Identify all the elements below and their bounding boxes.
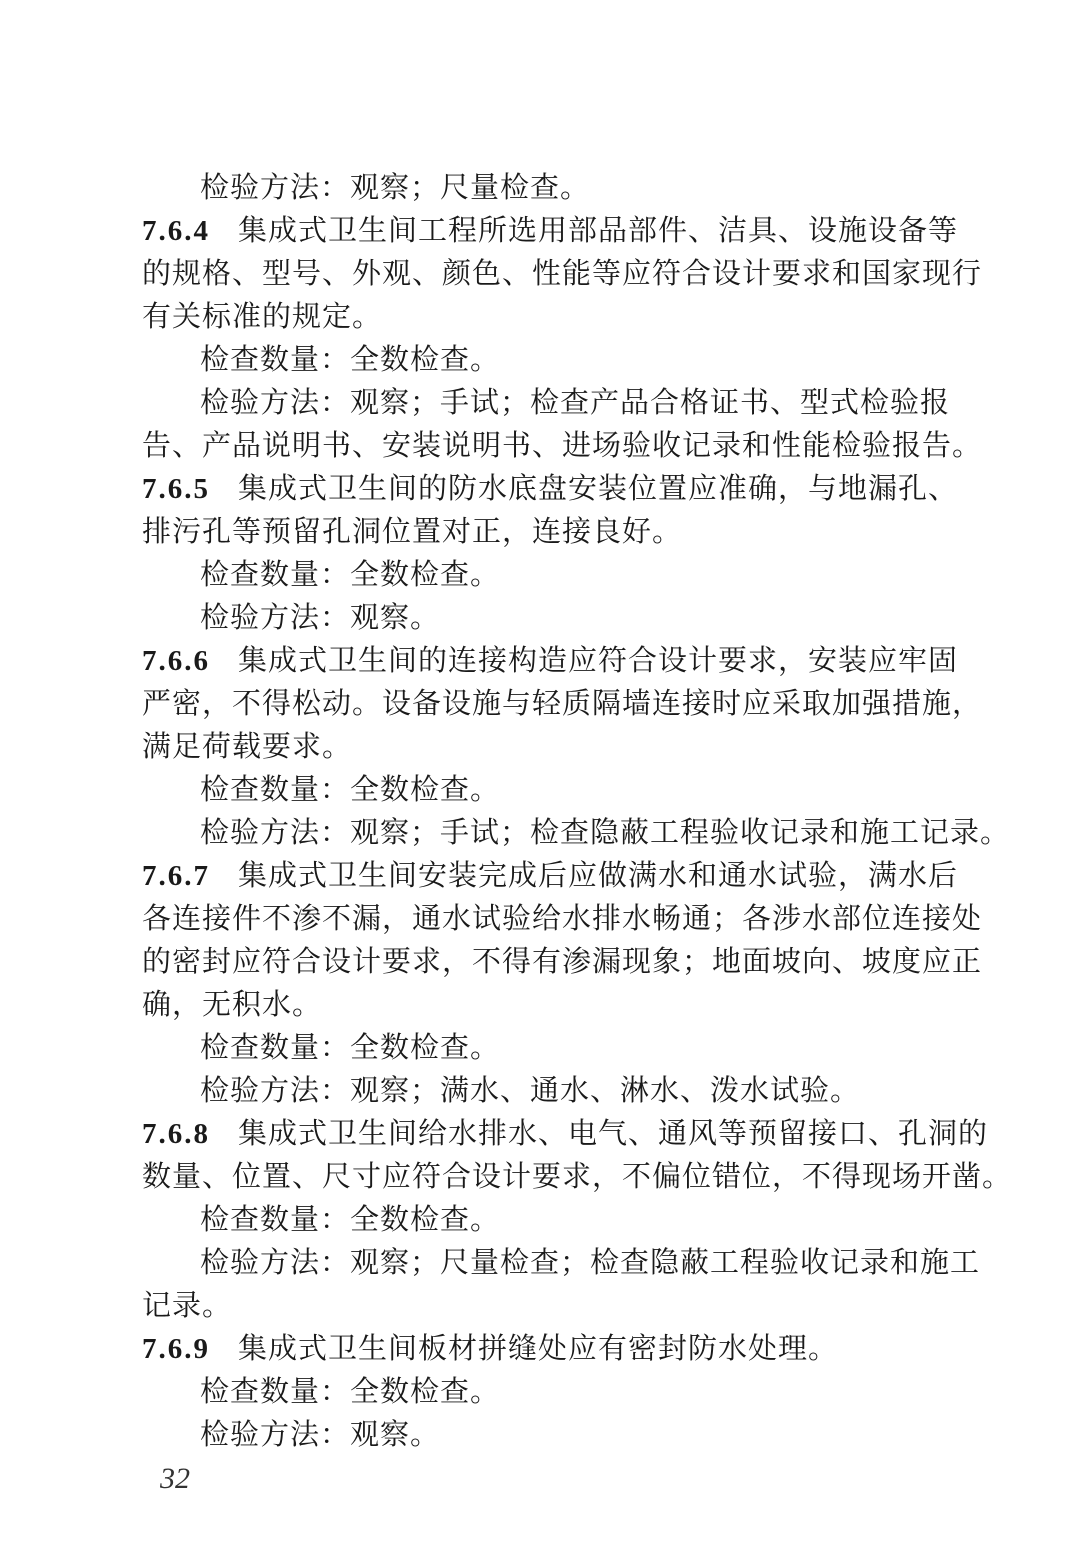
line-text: 集成式卫生间工程所选用部品部件、洁具、设施设备等 [238, 213, 959, 247]
line-text: 集成式卫生间给水排水、电气、通风等预留接口、孔洞的 [238, 1116, 989, 1150]
document-body [142, 166, 1013, 1456]
indented-line [142, 338, 942, 381]
clause-number: 7.6.4 [142, 215, 210, 247]
continuation-line [142, 295, 942, 338]
continuation-line [142, 897, 983, 940]
line-text: 集成式卫生间板材拼缝处应有密封防水处理。 [238, 1331, 839, 1365]
indented-line [142, 1413, 942, 1456]
line-text: 各连接件不渗不漏，通水试验给水排水畅通；各涉水部位连接处 [142, 901, 983, 935]
continuation-line [142, 424, 983, 467]
line-text: 数量、位置、尺寸应符合设计要求，不偏位错位，不得现场开凿。 [142, 1159, 1013, 1193]
clause-line [142, 1327, 942, 1370]
continuation-line [142, 725, 942, 768]
indented-line [142, 1241, 981, 1284]
page-number: 32 [160, 1462, 190, 1495]
line-text: 检验方法：观察。 [200, 1417, 441, 1451]
line-text: 满足荷载要求。 [142, 729, 353, 763]
line-text: 检验方法：观察；满水、通水、淋水、泼水试验。 [200, 1073, 861, 1107]
line-text: 告、产品说明书、安装说明书、进场验收记录和性能检验报告。 [142, 428, 983, 462]
line-text: 检查数量：全数检查。 [200, 557, 501, 591]
line-text: 检查数量：全数检查。 [200, 772, 501, 806]
line-text: 检查数量：全数检查。 [200, 1030, 501, 1064]
line-text: 的密封应符合设计要求，不得有渗漏现象；地面坡向、坡度应正 [142, 944, 983, 978]
clause-number: 7.6.7 [142, 860, 210, 892]
continuation-line [142, 1155, 1013, 1198]
indented-line [142, 381, 951, 424]
clause-line [142, 1112, 989, 1155]
continuation-line [142, 510, 942, 553]
indented-line [142, 1198, 942, 1241]
line-text: 检验方法：观察；手试；检查隐蔽工程验收记录和施工记录。 [200, 815, 1011, 849]
line-text: 排污孔等预留孔洞位置对正，连接良好。 [142, 514, 683, 548]
line-text: 集成式卫生间安装完成后应做满水和通水试验，满水后 [238, 858, 959, 892]
line-text: 的规格、型号、外观、颜色、性能等应符合设计要求和国家现行 [142, 256, 983, 290]
continuation-line [142, 1284, 942, 1327]
line-text: 检查数量：全数检查。 [200, 1374, 501, 1408]
clause-number: 7.6.8 [142, 1118, 210, 1150]
indented-line [142, 553, 942, 596]
line-text: 检查数量：全数检查。 [200, 1202, 501, 1236]
clause-number: 7.6.9 [142, 1333, 210, 1365]
indented-line [142, 166, 942, 209]
continuation-line [142, 252, 983, 295]
indented-line [142, 1370, 942, 1413]
clause-line [142, 209, 959, 252]
line-text: 有关标准的规定。 [142, 299, 383, 333]
line-text: 检验方法：观察。 [200, 600, 441, 634]
clause-number: 7.6.6 [142, 645, 210, 677]
line-text: 检验方法：观察；尺量检查。 [200, 170, 591, 204]
indented-line [142, 811, 1011, 854]
clause-line [142, 467, 959, 510]
indented-line [142, 1026, 942, 1069]
indented-line [142, 596, 942, 639]
line-text: 集成式卫生间的连接构造应符合设计要求，安装应牢固 [238, 643, 959, 677]
continuation-line [142, 940, 983, 983]
clause-number: 7.6.5 [142, 473, 210, 505]
indented-line [142, 768, 942, 811]
clause-line [142, 854, 959, 897]
indented-line [142, 1069, 942, 1112]
line-text: 记录。 [142, 1288, 233, 1322]
line-text: 检验方法：观察；手试；检查产品合格证书、型式检验报 [200, 385, 951, 419]
clause-line [142, 639, 959, 682]
line-text: 检验方法：观察；尺量检查；检查隐蔽工程验收记录和施工 [200, 1245, 981, 1279]
line-text: 集成式卫生间的防水底盘安装位置应准确，与地漏孔、 [238, 471, 959, 505]
continuation-line [142, 983, 942, 1026]
line-text: 检查数量：全数检查。 [200, 342, 501, 376]
line-text: 严密，不得松动。设备设施与轻质隔墙连接时应采取加强措施， [142, 686, 983, 720]
continuation-line [142, 682, 983, 725]
line-text: 确，无积水。 [142, 987, 323, 1021]
